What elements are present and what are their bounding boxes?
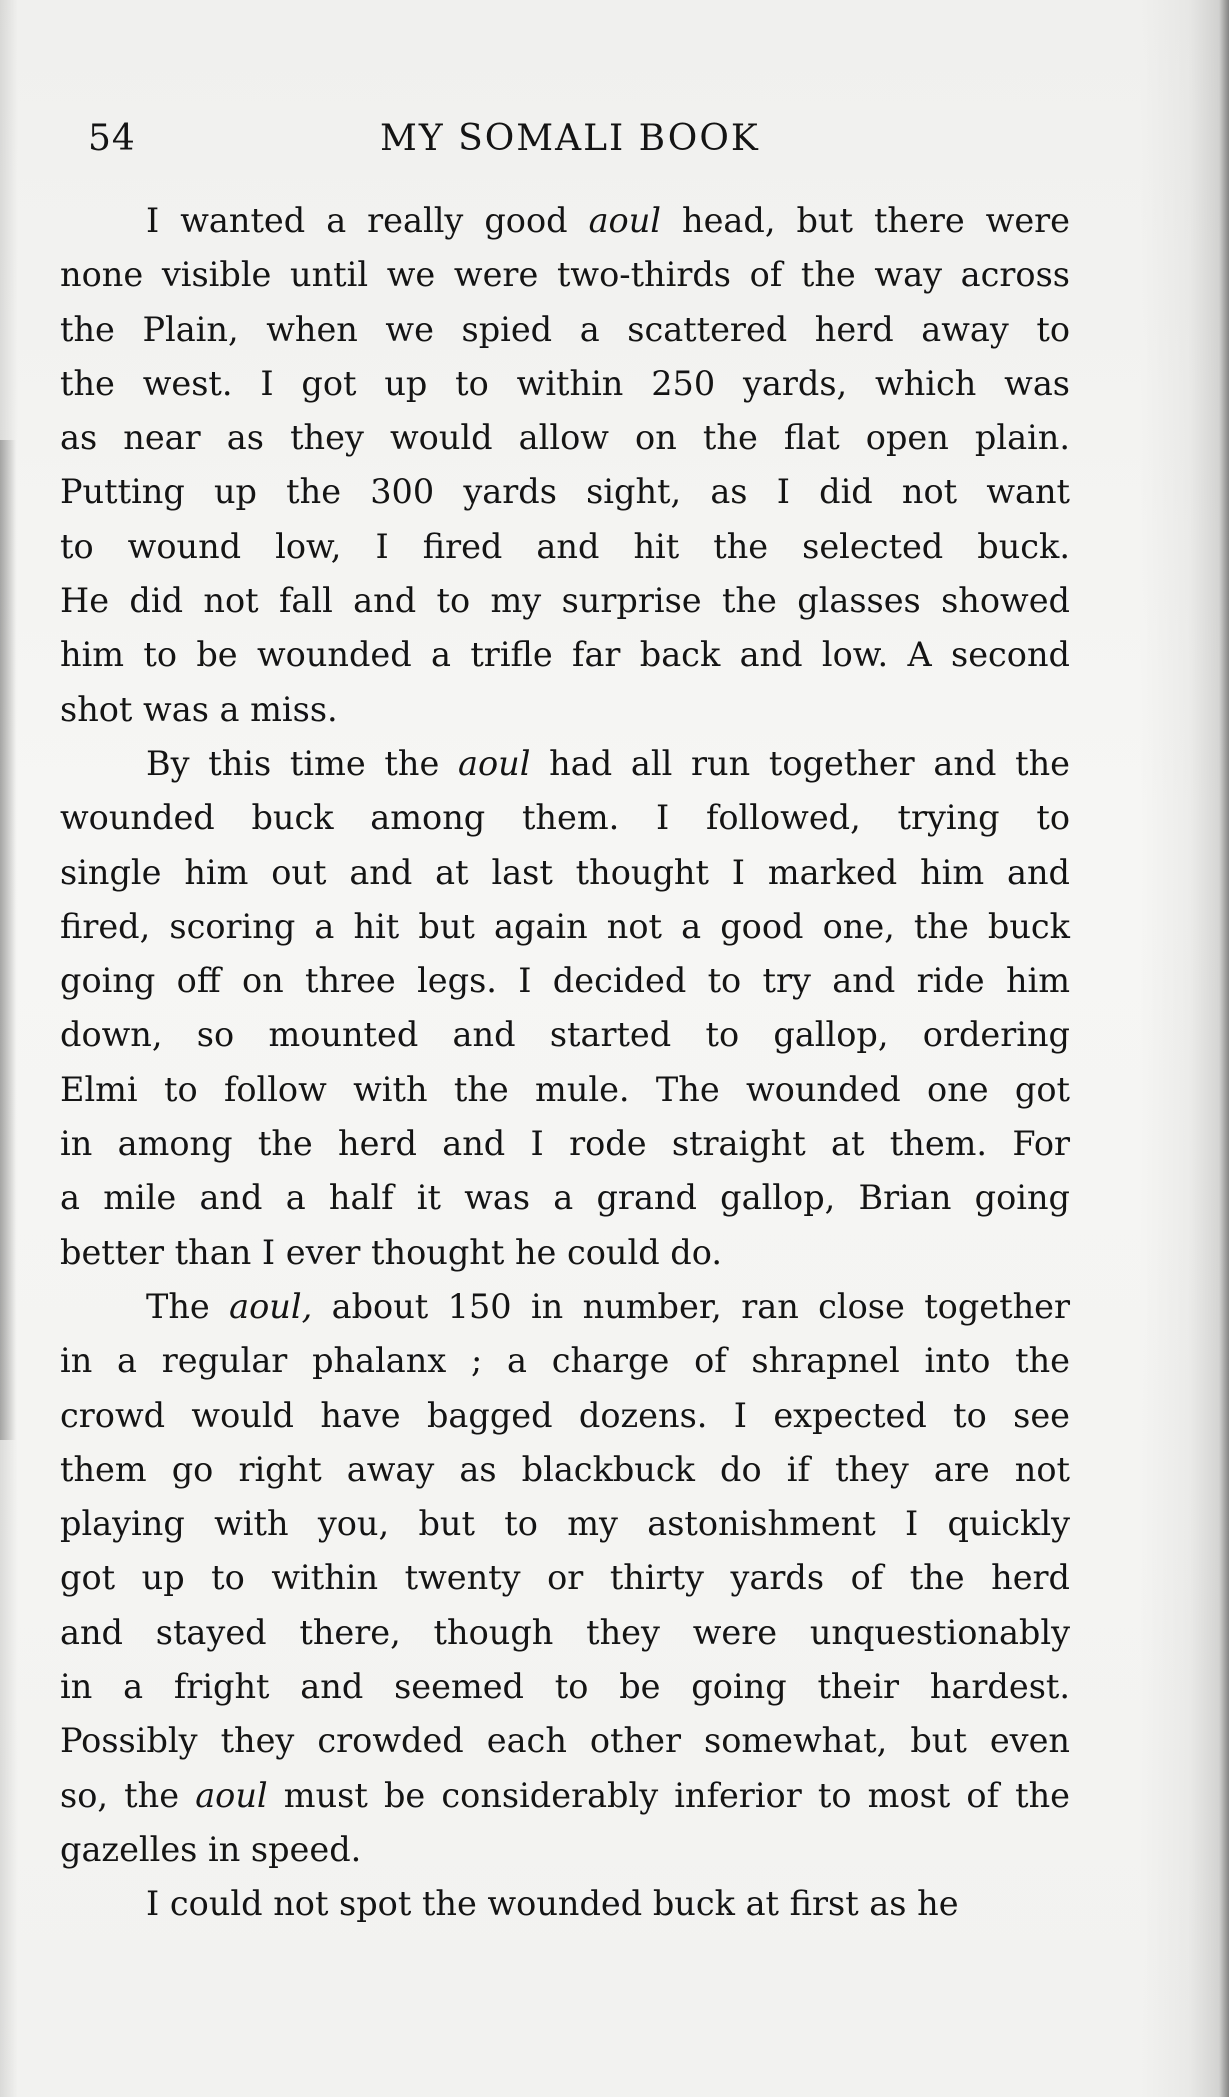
body-text (60, 194, 1070, 1932)
italic-word: aoul (458, 743, 531, 783)
text-line: them go right away as blackbuck do if they are not (60, 1449, 1070, 1489)
text-line: none visible until we were two-thirds of the way across (60, 255, 1070, 295)
text-line: Putting up the 300 yards sight, as I did not want (60, 472, 1070, 512)
page-header (88, 118, 1088, 168)
page-gutter-shadow (0, 440, 16, 1440)
text-line: a mile and a half it was a grand gallop, Brian going (60, 1178, 1070, 1218)
text-fragment: head, but there were (661, 201, 1070, 240)
page-edge-shadow (1219, 0, 1229, 2097)
text-line: better than I ever thought he could do. (60, 1232, 722, 1272)
text-line: down, so mounted and started to gallop, ordering (60, 1015, 1070, 1055)
text-fragment: so, the (60, 1775, 196, 1815)
text-line: crowd would have bagged dozens. I expected to see (60, 1395, 1070, 1435)
text-line: to wound low, I fired and hit the selected buck. (60, 526, 1070, 566)
text-fragment: had all run together and the (530, 743, 1070, 783)
paragraph (60, 1877, 1070, 1931)
italic-word: aoul (588, 201, 661, 240)
text-line: wounded buck among them. I followed, trying to (60, 798, 1070, 838)
text-line: as near as they would allow on the flat open plain. (60, 418, 1070, 458)
text-line: got up to within twenty or thirty yards of the herd (60, 1558, 1070, 1598)
text-line: fired, scoring a hit but again not a good one, the buck (60, 906, 1070, 946)
page-number: 54 (88, 118, 136, 159)
text-line: playing with you, but to my astonishment I quickly (60, 1504, 1070, 1544)
italic-word: aoul, (229, 1286, 313, 1326)
text-line (60, 737, 1070, 791)
text-fragment: I wanted a really good (146, 201, 589, 240)
text-line: in a fright and seemed to be going their hardest. (60, 1667, 1070, 1707)
paragraph (60, 1280, 1070, 1877)
text-line: the Plain, when we spied a scattered herd away to (60, 309, 1070, 349)
text-fragment: must be considerably inferior to most of the (267, 1775, 1071, 1815)
text-line: in a regular phalanx ; a charge of shrapnel into the (60, 1341, 1070, 1381)
text-line (60, 1280, 1070, 1334)
text-line: I could not spot the wounded buck at first as he (146, 1884, 959, 1924)
text-line: He did not fall and to my surprise the glasses showed (60, 581, 1070, 621)
text-line: going off on three legs. I decided to try and ride him (60, 961, 1070, 1001)
text-line: gazelles in speed. (60, 1829, 362, 1869)
paragraph (60, 737, 1070, 1280)
text-fragment: The (146, 1286, 230, 1326)
text-line: in among the herd and I rode straight at them. For (60, 1124, 1070, 1164)
italic-word: aoul (195, 1775, 268, 1815)
text-line: Elmi to follow with the mule. The wounded one got (60, 1069, 1070, 1109)
text-line (60, 1769, 1070, 1823)
text-line: and stayed there, though they were unquestionably (60, 1612, 1070, 1652)
text-line: Possibly they crowded each other somewhat, but even (60, 1721, 1070, 1761)
text-line (60, 194, 1070, 248)
paragraph (60, 194, 1070, 737)
text-line: shot was a miss. (60, 689, 338, 729)
text-line: him to be wounded a trifle far back and low. A second (60, 635, 1070, 675)
running-title: MY SOMALI BOOK (380, 118, 760, 159)
text-fragment: about 150 in number, ran close together (312, 1286, 1070, 1326)
text-line: the west. I got up to within 250 yards, which was (60, 363, 1070, 403)
text-line: single him out and at last thought I marked him and (60, 852, 1070, 892)
text-fragment: By this time the (146, 743, 459, 783)
